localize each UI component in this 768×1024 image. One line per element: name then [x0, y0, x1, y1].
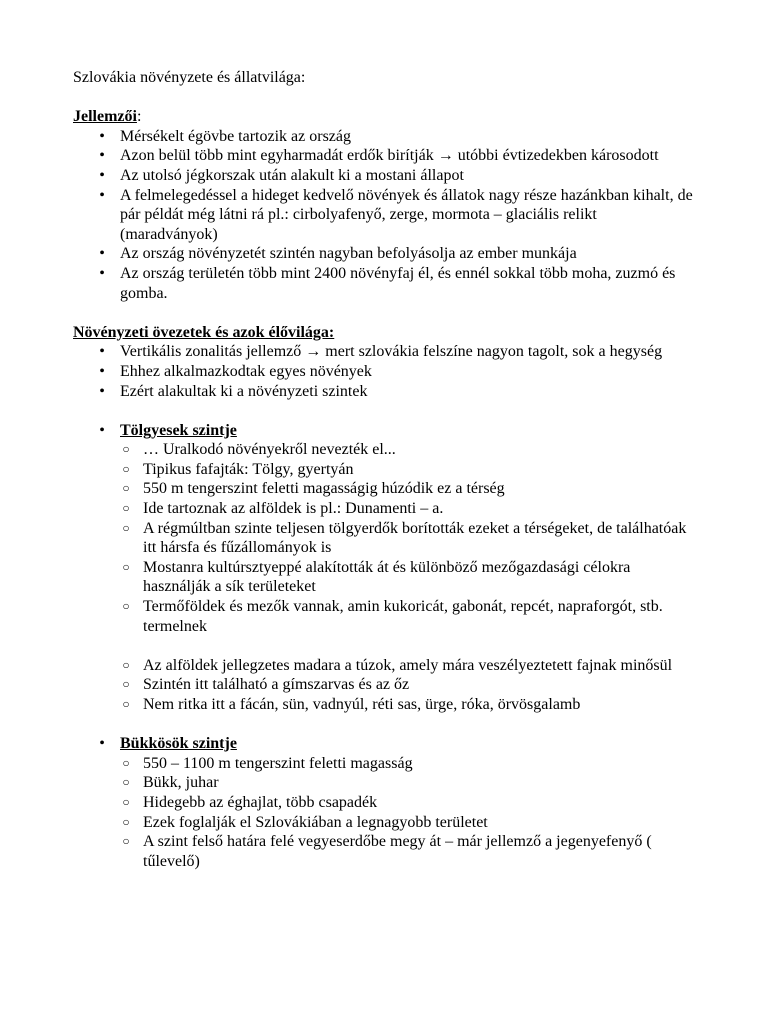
- list-item-text: 550 – 1100 m tengerszint feletti magasság: [143, 754, 413, 772]
- list-item-text: Az alföldek jellegzetes madara a túzok, amely mára veszélyeztetett fajnak minősül: [143, 656, 673, 674]
- list-item-text: Termőföldek és mezők vannak, amin kukoricát, gabonát, repcét, napraforgót, stb. termelnek: [143, 598, 663, 635]
- sub-list-item: [73, 793, 693, 813]
- list-item: [73, 734, 693, 754]
- list-item-text: Nem ritka itt a fácán, sün, vadnyúl, réti sas, ürge, róka, örvösgalamb: [143, 696, 581, 713]
- list-item-text: Mostanra kultúrsztyeppé alakították át és különböző mezőgazdasági célokra használják a sík területeket: [143, 558, 631, 596]
- bukkosok-section: [73, 734, 693, 754]
- circle-marker: ○: [122, 481, 130, 496]
- list-item-text: Mérsékelt égövbe tartozik az ország: [120, 127, 352, 145]
- bullet-marker: •: [99, 245, 105, 263]
- list-item-text: Bükk, juhar: [143, 774, 219, 792]
- list-item-text: A szint felső határa felé vegyeserdőbe megy át – már jellemző a jegenyefenyő ( tűlevelő): [143, 833, 652, 870]
- list-item: [73, 244, 693, 264]
- bullet-marker: •: [99, 421, 105, 439]
- list-item: [73, 166, 693, 186]
- circle-marker: ○: [122, 599, 130, 614]
- spacer: [73, 303, 693, 323]
- bullet-marker: •: [99, 343, 105, 361]
- spacer: [73, 401, 693, 421]
- circle-marker: ○: [122, 755, 130, 770]
- list-item: [73, 342, 693, 362]
- list-item-text: A felmelegedéssel a hideget kedvelő növények és állatok nagy része hazánkban kihalt, de pár példát még látni rá pl.: cirbolyafenyő, zerge, mormota – glaciális relikt (maradványok): [120, 186, 693, 243]
- list-item-text: Ide tartoznak az alföldek is pl.: Dunamenti – a.: [143, 500, 444, 518]
- list-item-text: Az utolsó jégkorszak után alakult ki a mostani állapot: [120, 166, 464, 184]
- bullet-marker: •: [99, 127, 105, 145]
- tolgyesek-list: [73, 440, 693, 636]
- spacer: [73, 636, 693, 656]
- list-item: [73, 146, 693, 166]
- sub-list-item: [73, 675, 693, 695]
- bullet-marker: •: [99, 382, 105, 400]
- circle-marker: ○: [122, 697, 130, 711]
- subsection-title-bukkosok: Bükkösök szintje: [120, 735, 237, 753]
- page-title: Szlovákia növényzete és állatvilága:: [73, 69, 306, 86]
- sub-list-item: [73, 519, 693, 558]
- bullet-marker: •: [99, 362, 105, 380]
- subsection-title-tolgyesek: Tölgyesek szintje: [120, 421, 237, 439]
- list-item-text: 550 m tengerszint feletti magasságig húzódik ez a térség: [143, 480, 505, 498]
- sub-list-item: [73, 656, 693, 676]
- tolgyesek-fauna-list: [73, 656, 693, 715]
- list-item: [73, 421, 693, 441]
- circle-marker: ○: [122, 794, 130, 809]
- sub-list-item: [73, 754, 693, 774]
- circle-marker: ○: [122, 520, 130, 535]
- bullet-marker: •: [99, 166, 105, 184]
- section-heading-label: Jellemzői: [73, 108, 137, 126]
- list-item-text: Ezek foglalják el Szlovákiában a legnagyobb területet: [143, 813, 488, 831]
- list-item-text: Hidegebb az éghajlat, több csapadék: [143, 793, 378, 811]
- list-item: [73, 264, 693, 303]
- circle-marker: ○: [122, 677, 130, 692]
- section-heading-novenyzeti-ovezetek: Növényzeti övezetek és azok élővilága:: [73, 323, 335, 341]
- section-heading-suffix: :: [136, 108, 142, 126]
- bukkosok-list: [73, 754, 693, 872]
- circle-marker: ○: [122, 657, 130, 672]
- sub-list-item: [73, 597, 693, 636]
- document-page: [73, 68, 693, 871]
- list-item-text: A régmúltban szinte teljesen tölgyerdők borították ezeket a térségeket, de találhatóak itt hársfa és fűzállományok is: [143, 519, 687, 557]
- tolgyesek-section: [73, 421, 693, 441]
- circle-marker: ○: [122, 834, 130, 849]
- list-item-text: Azon belül több mint egyharmadát erdők birítják → utóbbi évtizedekben károsodott: [120, 147, 659, 165]
- section-heading-jellemzoi: [73, 107, 693, 127]
- sub-list-item: [73, 773, 693, 793]
- list-item-text: Ezért alakultak ki a növényzeti szintek: [120, 382, 368, 400]
- list-item-text: Az ország területén több mint 2400 növényfaj él, és ennél sokkal több moha, zuzmó és gomba.: [120, 264, 676, 302]
- sub-list-item: [73, 479, 693, 499]
- bullet-marker: •: [99, 147, 105, 165]
- sub-list-item: [73, 499, 693, 519]
- sub-list-item: [73, 832, 693, 871]
- sub-list-item: [73, 558, 693, 597]
- circle-marker: ○: [122, 814, 130, 829]
- sub-list-item: [73, 440, 693, 460]
- sub-list-item: [73, 813, 693, 833]
- bullet-marker: •: [99, 735, 105, 753]
- list-item-text: Szintén itt található a gímszarvas és az őz: [143, 676, 410, 694]
- list-item: [73, 362, 693, 382]
- list-item-text: … Uralkodó növényekről nevezték el...: [143, 441, 396, 459]
- list-item-text: Az ország növényzetét szintén nagyban befolyásolja az ember munkája: [120, 245, 577, 263]
- circle-marker: ○: [122, 461, 130, 476]
- list-item: [73, 382, 693, 402]
- circle-marker: ○: [122, 775, 130, 790]
- list-item-text: Tipikus fafajták: Tölgy, gyertyán: [143, 460, 354, 478]
- spacer: [73, 715, 693, 735]
- circle-marker: ○: [122, 442, 130, 457]
- spacer: [73, 88, 693, 108]
- bullet-marker: •: [99, 264, 105, 282]
- bullet-marker: •: [99, 186, 105, 204]
- list-item-text: Vertikális zonalitás jellemző → mert szlovákia felszíne nagyon tagolt, sok a hegység: [120, 343, 663, 361]
- ovezetek-list: [73, 342, 693, 401]
- list-item: [73, 186, 693, 245]
- circle-marker: ○: [122, 559, 130, 574]
- list-item-text: Ehhez alkalmazkodtak egyes növények: [120, 362, 372, 380]
- sub-list-item: [73, 695, 693, 715]
- list-item: [73, 127, 693, 147]
- sub-list-item: [73, 460, 693, 480]
- circle-marker: ○: [122, 501, 130, 516]
- jellemzoi-list: [73, 127, 693, 303]
